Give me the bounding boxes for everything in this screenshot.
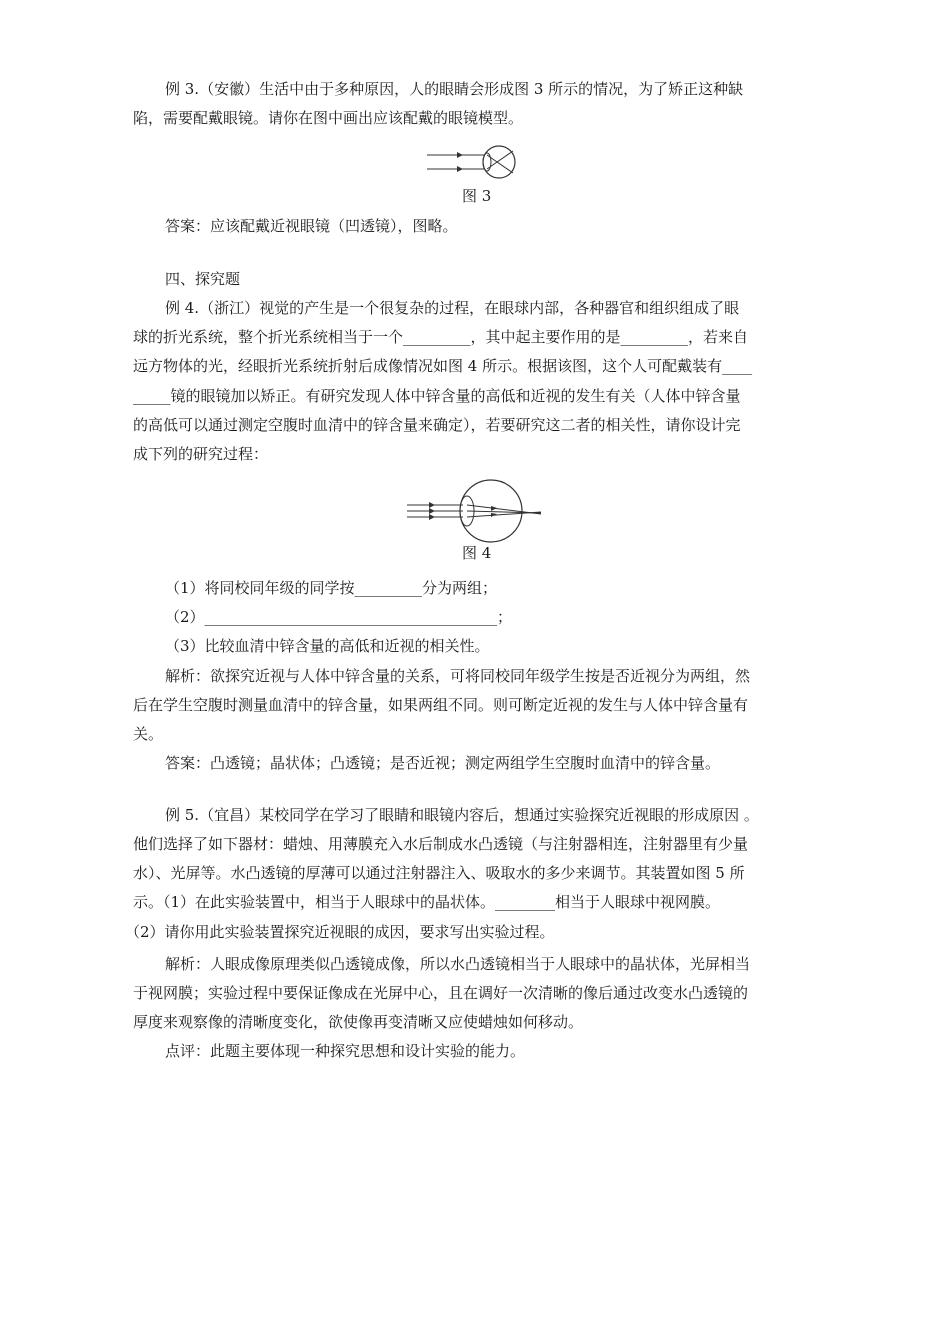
ex4-analysis-1: 解析：欲探究近视与人体中锌含量的关系，可将同校同年级学生按是否近视分为两组，然 bbox=[165, 667, 751, 685]
ex4-answer: 答案：凸透镜；晶状体；凸透镜；是否近视；测定两组学生空腹时血清中的锌含量。 bbox=[165, 754, 721, 772]
section-heading: 四、探究题 bbox=[165, 270, 241, 288]
ex3-line-2: 陷，需要配戴眼镜。请你在图中画出应该配戴的眼镜模型。 bbox=[133, 109, 524, 127]
ex3-answer: 答案：应该配戴近视眼镜（凹透镜），图略。 bbox=[165, 217, 458, 235]
ex5-line-3: 水）、光屏等。水凸透镜的厚薄可以通过注射器注入、吸取水的多少来调节。其装置如图 5 所 bbox=[133, 864, 745, 882]
figure-4-eye-diagram bbox=[405, 478, 545, 544]
ex3-line-1: 例 3.（安徽）生活中由于多种原因，人的眼睛会形成图 3 所示的情况，为了矫正这种缺 bbox=[165, 80, 744, 98]
ex4-line-1: 例 4.（浙江）视觉的产生是一个很复杂的过程，在眼球内部，各种器官和组织组成了眼 bbox=[165, 299, 740, 317]
figure-4-caption: 图 4 bbox=[462, 544, 492, 562]
ex5-line-4: 示。（1）在此实验装置中，相当于人眼球中的晶状体。________相当于人眼球中视网膜。 bbox=[133, 893, 721, 911]
ex5-line-1: 例 5.（宜昌）某校同学在学习了眼睛和眼镜内容后，想通过实验探究近视眼的形成原因 。 bbox=[165, 806, 759, 824]
ex4-step-2: （2）_______________________________________； bbox=[165, 608, 513, 626]
ex4-analysis-3: 关。 bbox=[133, 725, 164, 743]
ex4-analysis-2: 后在学生空腹时测量血清中的锌含量，如果两组不同。则可断定近视的发生与人体中锌含量有 bbox=[133, 696, 749, 714]
figure-3-caption: 图 3 bbox=[462, 187, 492, 205]
ex5-analysis-3: 厚度来观察像的清晰度变化，欲使像再变清晰又应使蜡烛如何移动。 bbox=[133, 1013, 584, 1031]
ex5-line-2: 他们选择了如下器材：蜡烛、用薄膜充入水后制成水凸透镜（与注射器相连，注射器里有少量 bbox=[133, 835, 749, 853]
ex4-line-4: _____镜的眼镜加以矫正。有研究发现人体中锌含量的高低和近视的发生有关（人体中锌含量 bbox=[133, 387, 741, 405]
ex5-analysis-2: 于视网膜；实验过程中要保证像成在光屏中心，且在调好一次清晰的像后通过改变水凸透镜的 bbox=[133, 984, 749, 1002]
ex4-step-1: （1）将同校同年级的同学按_________分为两组； bbox=[165, 579, 498, 597]
ex4-step-3: （3）比较血清中锌含量的高低和近视的相关性。 bbox=[165, 637, 490, 655]
ex5-analysis-1: 解析：人眼成像原理类似凸透镜成像，所以水凸透镜相当于人眼球中的晶状体，光屏相当 bbox=[165, 955, 751, 973]
ex5-comment: 点评：此题主要体现一种探究思想和设计实验的能力。 bbox=[165, 1042, 526, 1060]
ex4-line-3: 远方物体的光，经眼折光系统折射后成像情况如图 4 所示。根据该图，这个人可配戴装有____ bbox=[133, 357, 753, 375]
ex4-line-5: 的高低可以通过测定空腹时血清中的锌含量来确定），若要研究这二者的相关性，请你设计完 bbox=[133, 416, 741, 434]
ex4-line-6: 成下列的研究过程： bbox=[133, 445, 269, 463]
figure-3-eye-diagram bbox=[425, 143, 520, 183]
ex4-line-2: 球的折光系统，整个折光系统相当于一个_________，其中起主要作用的是_________，若来自 bbox=[133, 328, 749, 346]
ex5-line-5: （2）请你用此实验装置探究近视眼的成因，要求写出实验过程。 bbox=[125, 923, 555, 941]
